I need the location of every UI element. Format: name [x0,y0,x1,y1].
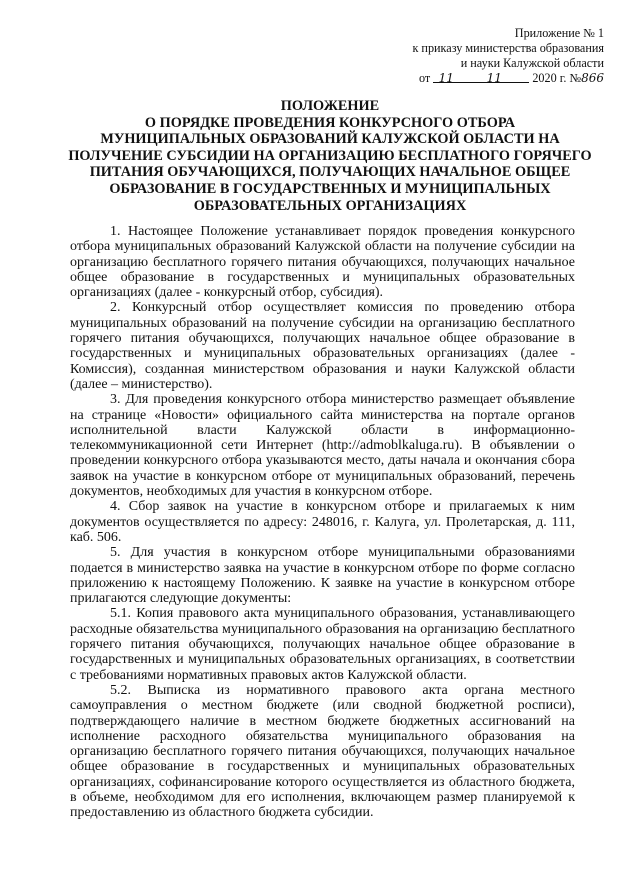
title-line: ОБРАЗОВАНИЕ В ГОСУДАРСТВЕННЫХ И МУНИЦИПАЛЬНЫХ [109,180,551,197]
appendix-order-ref: к приказу министерства образования [412,41,604,55]
appendix-date-line [412,71,604,86]
title-line: ПОЛУЧЕНИЕ СУБСИДИИ НА ОРГАНИЗАЦИЮ БЕСПЛАТНОГО ГОРЯЧЕГО [68,147,592,164]
document-body [70,224,575,821]
title-line: О ПОРЯДКЕ ПРОВЕДЕНИЯ КОНКУРСНОГО ОТБОРА [144,114,516,131]
date-prefix: от [418,71,431,85]
date-month-field [459,71,529,83]
paragraph-2: 2. Конкурсный отбор осуществляет комиссия по проведению отбора муниципальных образований на получение субсидии на организацию бесплатного горячего питания обучающихся, получающих начальное общее образование в государственных и муниципальных образовательных организациях (далее - Комиссия), созданная министерством образования и науки Калужской области (далее – министерство). [70,300,575,392]
date-day: 11 [438,71,454,85]
paragraph-3: 3. Для проведения конкурсного отбора министерство размещает объявление на странице «Новости» официального сайта министерства на портале органов исполнительной власти Калужской области в информационно-телекоммуникационной сети Интернет (http://admoblkaluga.ru). В объявлении о проведении конкурсного отбора указываются место, даты начала и окончания сбора заявок на участие в конкурсном отборе от муниципальных образований, перечень документов, необходимых для участия в конкурсном отборе. [70,392,575,500]
paragraph-5-1: 5.1. Копия правового акта муниципального образования, устанавливающего расходные обязательства муниципального образования на организацию бесплатного горячего питания обучающихся, получающих начальное общее образование в государственных и муниципальных образовательных организациях, в соответствии с требованиями нормативных правовых актов Калужской области. [70,606,575,683]
paragraph-5: 5. Для участия в конкурсном отборе муниципальными образованиями подается в министерство заявка на участие в конкурсном отборе по форме согласно приложению к настоящему Положению. К заявке на участие в конкурсном отборе прилагаются следующие документы: [70,545,575,607]
paragraph-4: 4. Сбор заявок на участие в конкурсном отборе и прилагаемых к ним документов осуществляется по адресу: 248016, г. Калуга, ул. Пролетарская, д. 111, каб. 506. [70,499,575,545]
order-number: 866 [581,71,604,85]
paragraph-5-2: 5.2. Выписка из нормативного правового акта органа местного самоуправления о местном бюджете (или сводной бюджетной росписи), подтверждающего наличие в местном бюджете бюджетных ассигнований на исполнение расходного обязательства муниципального образования на организацию бесплатного горячего питания обучающихся, получающих начальное общее образование в государственных и муниципальных образовательных организациях, софинансирование которого осуществляется из областного бюджета, в объеме, необходимом для его исполнения, включающем размер планируемой к предоставлению из областного бюджета субсидии. [70,682,575,821]
date-year-label: 2020 г. № [532,71,582,85]
date-day-field [433,71,459,83]
date-month: 11 [486,71,502,85]
title-line: ПОЛОЖЕНИЕ [280,98,380,114]
appendix-ministry: и науки Калужской области [460,56,604,70]
appendix-block [412,26,604,86]
title-line: МУНИЦИПАЛЬНЫХ ОБРАЗОВАНИЙ КАЛУЖСКОЙ ОБЛАСТИ НА [100,131,560,148]
title-line: ПИТАНИЯ ОБУЧАЮЩИХСЯ, ПОЛУЧАЮЩИХ НАЧАЛЬНОЕ ОБЩЕЕ [89,164,571,181]
document-title [50,98,610,214]
appendix-title: Приложение № 1 [514,26,604,40]
paragraph-1: 1. Настоящее Положение устанавливает порядок проведения конкурсного отбора муниципальных образований Калужской области на получение субсидии на организацию бесплатного горячего питания обучающихся, получающих начальное общее образование в государственных и муниципальных образовательных организациях (далее - конкурсный отбор, субсидия). [70,224,575,301]
title-line: ОБРАЗОВАТЕЛЬНЫХ ОРГАНИЗАЦИЯХ [193,197,467,214]
